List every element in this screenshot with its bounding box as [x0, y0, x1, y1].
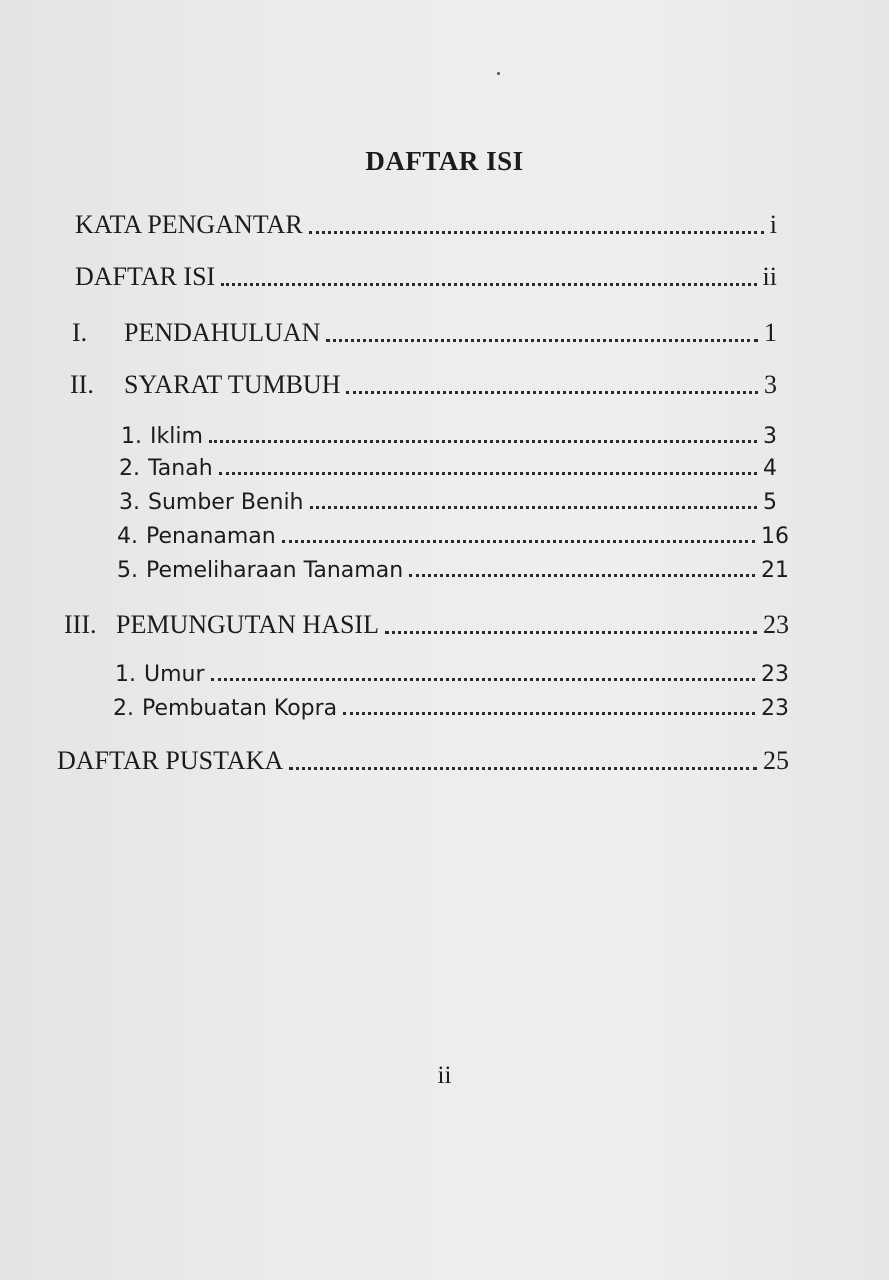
toc-entry-number: II. [70, 370, 94, 399]
toc-entry-number: 2. [113, 696, 134, 721]
toc-entry-label: SYARAT TUMBUH [124, 370, 341, 399]
toc-subentry-iklim [121, 424, 777, 449]
toc-entry-label: KATA PENGANTAR [75, 210, 303, 239]
toc-entry-pemungutan-hasil [64, 610, 789, 640]
toc-entry-number: 5. [117, 558, 138, 583]
toc-subentry-sumber-benih [119, 490, 777, 515]
toc-entry-label: PENDAHULUAN [124, 318, 321, 347]
toc-entry-pendahuluan [72, 318, 777, 348]
toc-entry-number: 2. [119, 456, 140, 481]
toc-entry-daftar-pustaka [57, 746, 789, 776]
toc-entry-number: III. [64, 610, 97, 639]
toc-subentry-pembuatan-kopra [113, 696, 789, 721]
toc-entry-page: 23 [763, 610, 789, 639]
toc-subentry-umur [115, 662, 789, 687]
dot-leader [211, 677, 755, 681]
toc-entry-label: Sumber Benih [148, 490, 304, 515]
toc-entry-page: 25 [763, 746, 789, 775]
toc-entry-label: Pembuatan Kopra [142, 696, 338, 721]
toc-entry-page: 21 [761, 558, 789, 583]
toc-entry-page: 4 [763, 456, 777, 481]
toc-entry-number: I. [72, 318, 88, 347]
dot-leader [343, 711, 755, 715]
toc-entry-page: 3 [763, 424, 777, 449]
toc-entry-label: Penanaman [146, 524, 276, 549]
toc-entry-label: DAFTAR ISI [75, 262, 216, 291]
toc-entry-page: 23 [761, 662, 789, 687]
toc-entry-page: 3 [764, 370, 777, 399]
toc-entry-page: 23 [761, 696, 789, 721]
toc-entry-number: 4. [117, 524, 138, 549]
toc-entry-number: 1. [121, 424, 142, 449]
toc-entry-label: DAFTAR PUSTAKA [57, 746, 284, 775]
toc-entry-page: 5 [763, 490, 777, 515]
dot-leader [409, 573, 755, 577]
dot-leader [289, 766, 757, 770]
toc-entry-label: Umur [144, 662, 205, 687]
toc-subentry-tanah [119, 456, 777, 481]
dot-leader [310, 505, 757, 509]
dot-leader [385, 630, 757, 634]
toc-entry-page: 16 [761, 524, 789, 549]
toc-entry-page: ii [762, 262, 777, 291]
dot-leader [221, 282, 756, 286]
toc-entry-label: Iklim [150, 424, 203, 449]
toc-entry-page: 1 [764, 318, 777, 347]
toc-entry-page: i [769, 210, 777, 239]
toc-entry-kata-pengantar [75, 210, 777, 240]
dot-leader [209, 439, 757, 443]
dot-leader [219, 471, 757, 475]
dot-leader [326, 338, 758, 342]
page-number: ii [437, 1062, 452, 1089]
toc-entry-label: Tanah [148, 456, 213, 481]
toc-entry-number: 1. [115, 662, 136, 687]
toc-entry-daftar-isi [75, 262, 777, 292]
dot-leader [282, 539, 755, 543]
toc-subentry-pemeliharaan-tanaman [117, 558, 789, 583]
dot-leader [346, 390, 758, 394]
dot-leader [309, 230, 764, 234]
toc-entry-label: Pemeliharaan Tanaman [146, 558, 404, 583]
paper-speck [497, 72, 500, 75]
toc-entry-syarat-tumbuh [70, 370, 777, 400]
page-title: DAFTAR ISI [365, 146, 524, 176]
toc-entry-number: 3. [119, 490, 140, 515]
toc-subentry-penanaman [117, 524, 789, 549]
toc-entry-label: PEMUNGUTAN HASIL [116, 610, 379, 639]
